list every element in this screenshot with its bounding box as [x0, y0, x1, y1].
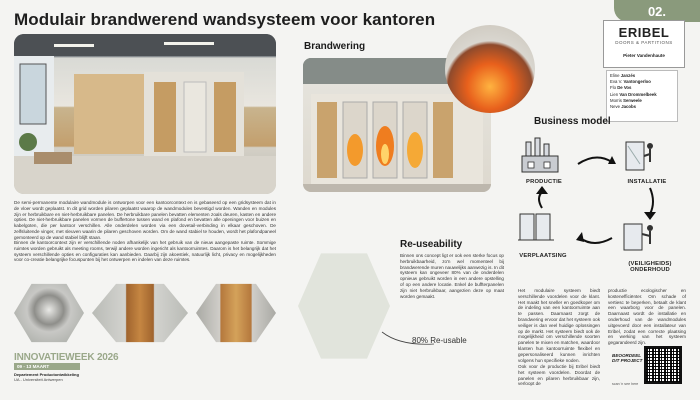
arrow-down-icon: [640, 186, 660, 220]
business-model-title: Business model: [534, 116, 611, 127]
fire-detail-photo: [445, 25, 535, 113]
step-label: INSTALLATIE: [627, 179, 667, 185]
team-member: Eva V. Vantongerloo: [610, 79, 651, 85]
brandwering-title: Brandwering: [304, 41, 366, 52]
department-name: Departement Productontwikkeling: [14, 372, 79, 377]
step-label: PRODUCTIE: [526, 179, 562, 185]
description-paragraph-2: Binnen de kantoorcontext zijn er verschillende noden afhankelijk van het gebruik van de nieuw aangepaste ruimte. Sommige ruimtes worden gebruikt als meeting rooms, terwijl andere worden ingericht als kantoorruimtes. Daarom is het belangrijk dat het systeem verschillende opties en configuraties kan aanbieden. Daarbij zijn akoestiek, natuurlijk licht, privacy en mogelijkheden voor co-creatie belangrijke focuspunten bij het ontwerpen en indelen van deze ruimtes.: [14, 240, 276, 263]
team-member: Morris Serweele: [610, 97, 642, 103]
innovatieweek-logo: [14, 352, 134, 382]
business-text-right: productie ecologischer en kostenefficiënter. Om schade of vertiesc te beperken, betaalt de klant een waarborg voor de panelen. Daarnaast wordt de installatie en onderhoud van de wandmodules uitgevoerd door een installateur van Eribel, zodat een correcte plaatsing en werking van het systeem gegarandeerd zijn.: [608, 288, 686, 346]
description-paragraph-1: De semi-permanente modulaire wandmodule is ontworpen voor een kantoorcontext en is gebaseerd op een gridsysteem dat in de vloer wordt geplaatst. In dit grid worden pilaren geplaatst waarop de wandmodules bevestigd worden. Wanden en modules zijn er herbruikbare en niet-herbruikbare panelen. De herbruikbare panelen bevatten elementen zoals deuren, kasten en andere opties. De niet-herbruikbare panelen vormen de buffertone tussen wand en plafond en bevatten alle openingen voor buizen en kabelgoten, die per kantoor verschillen. Alle onderdelen worden via een dovetail-verbinding in elkaar geschoven. De zelfsluitende vinger, met sleuven waarin de pilaren geschoven worden. Om de wand stabiel te houden, wordt het plafondpaneel gemonteerd op de wand stabiel blijft staan.: [14, 200, 276, 240]
arrow-left-icon: [574, 230, 614, 250]
step-verplaatsing: [514, 210, 572, 259]
team-member: Lien Van Drommelbeek: [610, 91, 657, 97]
brand-subtitle: DOORS & PARTITIONS: [615, 40, 673, 45]
step-label: (VEILIGHEIDS) ONDERHOUD: [628, 261, 672, 273]
step-onderhoud: [618, 218, 682, 273]
office-illustration: [14, 34, 276, 194]
factory-icon: [518, 136, 562, 174]
installation-icon: [618, 136, 662, 174]
step-label: VERPLAATSING: [519, 253, 567, 259]
reusability-title: Re-useability: [400, 239, 463, 250]
office-photo: [14, 34, 276, 194]
university-name: UA - Universiteit Antwerpen: [14, 377, 63, 382]
team-member: Flo De Vos: [610, 85, 632, 91]
business-text-left: Het modulaire systeem biedt verschillende voordelen voor de klant. Het maakt het sneller en goedkoper om de indeling van een kantoorruimte aan te passen. Daarnaast zorgt de brandwering ervoor dat het systeem ook veiliger is dan veel huidige oplossingen op de markt. Het systeem biedt ook de mogelijkheid om verschillende soorten panelen te mixen en matchen, waardoor klanten hun kantoorruimte flexibel en gepersonaliseerd kunnen inrichten volgens hun specifieke noden.: [518, 288, 600, 363]
detail-photo-base: [14, 282, 84, 344]
qr-code[interactable]: [644, 346, 682, 384]
reusability-text: Binnen ons concept ligt er ook een sterke focus op herbruikbaarheid, zo'n wel momenteel bij brandwerende muren nauwelijks aanwezig is. In dit systeem kan ongeveer 80% van de onderdelen opnieuw gebruikt worden in een andere opstelling of op een andere locatie. Enkel de buffterpanelen zijn niet herbruikbaar, aangezien deze op maat worden gemaakt.: [400, 253, 504, 299]
eribel-logo-card: [603, 20, 685, 68]
brand-contact: Pieter Vandenhaute: [623, 53, 665, 58]
detail-photo-dovetail: [196, 282, 276, 344]
qr-label: BEOORDEEL DIT PROJECT: [612, 353, 643, 364]
detail-photo-pillar: [92, 282, 188, 344]
relocation-icon: [514, 210, 558, 248]
arrow-up-icon: [532, 186, 552, 210]
project-number-badge: 02.: [614, 0, 700, 22]
event-name: INNOVATIEWEEK 2026: [14, 352, 119, 363]
team-member: Eline Janzés: [610, 73, 636, 78]
step-productie: [518, 136, 570, 185]
reusability-hexagon: [298, 250, 390, 362]
qr-caption: scan 'n see here: [612, 382, 639, 386]
step-installatie: [618, 136, 676, 185]
brand-name: ERIBEL: [618, 25, 670, 40]
team-member: Neve Jacobs: [610, 104, 637, 110]
business-text-left-2: Ook voor de productie bij Eribel biedt het systeem voordelen. Doordat de panelen en pilaren herbruikbaar zijn, verloopt de: [518, 364, 600, 387]
page-title: Modulair brandwerend wandsysteem voor kantoren: [14, 10, 436, 29]
team-list: [606, 70, 678, 122]
arrow-right-icon: [576, 150, 616, 170]
reusable-percent: 80% Re-usable: [412, 336, 467, 345]
maintenance-icon: [618, 218, 662, 256]
event-dates: 09 - 13 MAART: [14, 363, 80, 370]
